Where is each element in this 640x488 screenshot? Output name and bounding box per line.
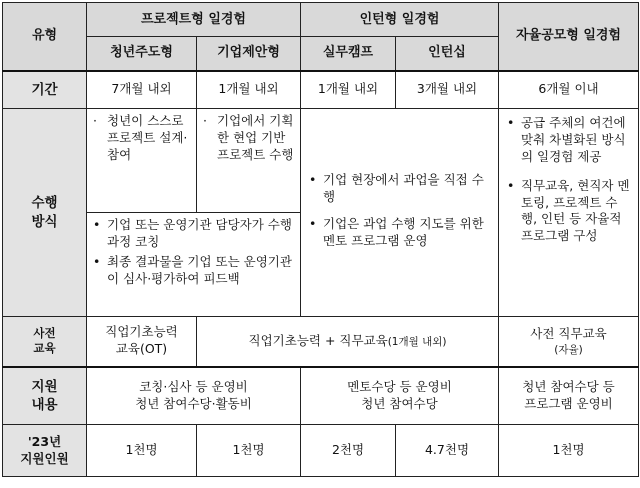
public-group-header-text: 자율공모형 일경험 [516,28,621,44]
method-shared-item-1 [93,217,294,251]
public-group-header [499,3,639,71]
period-row [3,71,639,109]
pre-edu-public-sub: (자율) [554,343,583,356]
type-header: 유형 [3,3,87,71]
support-public-line2: 프로그램 운영비 [524,395,613,411]
method-shared-text-1: 기업 또는 운영기관 담당자가 수행과정 코칭 [107,217,292,249]
support-intern-line1: 멘토수당 등 운영비 [347,378,452,394]
method-public-item-2 [507,178,630,246]
work-experience-table-container [2,2,639,477]
intern-group-header: 인턴형 일경험 [301,3,499,37]
bullet-mark: · [203,113,207,128]
bullet-mark: · [93,113,97,128]
bullet-mark: • [507,177,515,193]
method-company-item [203,113,294,164]
header-row-groups [3,3,639,37]
method-intern-text-1: 기업 현장에서 과업을 직접 수행 [323,172,484,205]
method-row-top [3,109,639,213]
people-practice-camp: 2천명 [301,425,396,477]
support-project-line2: 청년 참여수당·활동비 [135,395,252,411]
support-public-line1: 청년 참여수당 등 [522,378,615,394]
pre-edu-label: 사전 교육 [3,317,87,367]
method-intern-item-1 [309,172,490,206]
pre-edu-shared-sub: (1개월 내외) [387,335,447,348]
method-shared-item-2 [93,254,294,288]
pre-edu-youth-led-main: 직업기초능력 [105,324,178,340]
people-company-proposal: 1천명 [197,425,301,477]
people-row [3,425,639,477]
support-row [3,367,639,425]
period-youth-led: 7개월 내외 [87,71,197,109]
pre-edu-row [3,317,639,367]
method-company-proposal [197,109,301,213]
period-internship: 3개월 내외 [396,71,499,109]
pre-edu-shared [197,317,499,367]
method-public-text-2: 직무교육, 현직자 멘토링, 프로젝트 수행, 인턴 등 자율적 프로그램 구성 [521,177,630,244]
pre-edu-youth-led-sub: 교육(OT) [115,341,168,357]
period-practice-camp: 1개월 내외 [301,71,396,109]
period-company-proposal: 1개월 내외 [197,71,301,109]
work-experience-table [2,2,639,477]
method-shared-text-2: 최종 결과물을 기업 또는 운영기관이 심사·평가하여 피드백 [107,253,292,286]
people-internship: 4.7천명 [396,425,499,477]
method-public [499,109,639,317]
support-project [87,367,301,425]
project-group-header: 프로젝트형 일경험 [87,3,301,37]
people-youth-led: 1천명 [87,425,197,477]
bullet-mark: • [93,217,101,232]
pre-edu-public-main: 사전 직무교육 [530,325,607,341]
period-label: 기간 [3,71,87,109]
support-public [499,367,639,425]
pre-edu-shared-main: 직업기초능력 + 직무교육 [248,332,388,348]
method-youth-led [87,109,197,213]
internship-header: 인턴십 [396,37,499,71]
pre-edu-youth-led [87,317,197,367]
company-proposal-header: 기업제안형 [197,37,301,71]
method-project-shared [87,213,301,317]
practice-camp-header: 실무캠프 [301,37,396,71]
bullet-mark: • [309,172,317,188]
method-intern-item-2 [309,216,490,250]
support-intern-line2: 청년 참여수당 [361,395,438,411]
pre-edu-public [499,317,639,367]
method-label: 수행 방식 [3,109,87,317]
bullet-mark: • [309,216,317,231]
method-public-text-1: 공급 주체의 여건에 맞춰 차별화된 방식의 일경험 제공 [521,115,626,164]
method-intern [301,109,499,317]
period-public: 6개월 이내 [499,71,639,109]
people-label: '23년 지원인원 [3,425,87,477]
people-public: 1천명 [499,425,639,477]
youth-led-header: 청년주도형 [87,37,197,71]
support-label: 지원 내용 [3,367,87,425]
support-intern [301,367,499,425]
method-youth-led-item [93,113,190,164]
method-company-text: 기업에서 기획한 현업 기반 프로젝트 수행 [217,113,294,162]
bullet-mark: • [507,115,515,130]
method-intern-text-2: 기업은 과업 수행 지도를 위한 멘토 프로그램 운영 [323,216,484,248]
method-youth-led-text: 청년이 스스로 프로젝트 설계·참여 [107,113,188,162]
method-public-item-1 [507,115,630,166]
support-project-line1: 코칭·심사 등 운영비 [139,378,248,394]
bullet-mark: • [93,253,101,269]
